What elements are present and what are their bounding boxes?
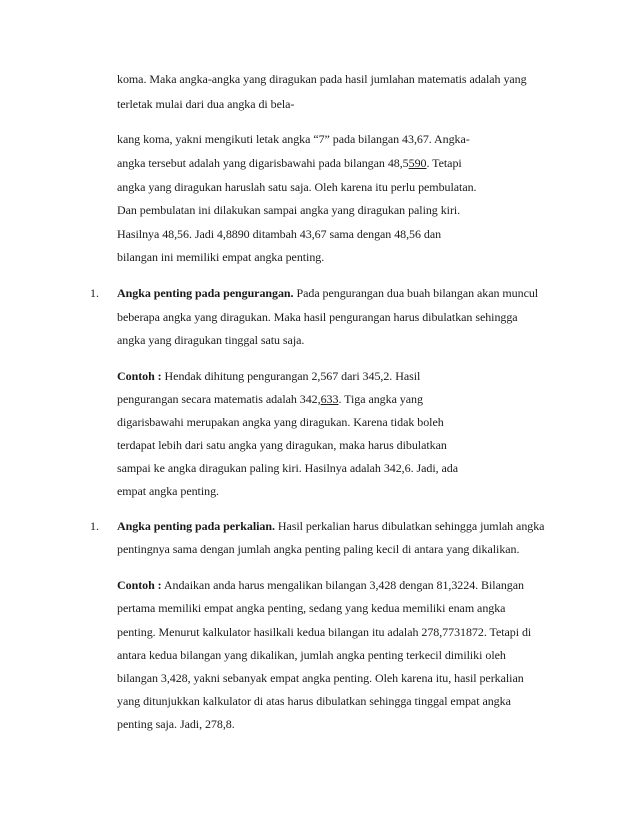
example-line: Contoh : Andaikan anda harus mengalikan bilangan 3,428 dengan 81,3224. Bilangan [117,578,524,592]
paragraph-line: Hasilnya 48,56. Jadi 4,8890 ditambah 43,67 sama dengan 48,56 dan [117,227,442,241]
list-number: 1. [90,286,99,300]
paragraph-line: koma. Maka angka-angka yang diragukan pada hasil jumlahan matematis adalah yang [117,72,527,86]
list-item-line: beberapa angka yang diragukan. Maka hasil pengurangan harus dibulatkan sehingga [117,310,518,324]
paragraph-line: kang koma, yakni mengikuti letak angka “7” pada bilangan 43,67. Angka- [117,132,470,146]
example-line: penting. Menurut kalkulator hasilkali kedua bilangan itu adalah 278,7731872. Tetapi di [117,625,532,639]
example-line: penting saja. Jadi, 278,8. [117,717,235,731]
example-line: pengurangan secara matematis adalah 342,633. Tiga angka yang [117,392,423,406]
list-number: 1. [90,519,99,533]
underlined-digits: 590 [408,156,427,170]
example-line: terdapat lebih dari satu angka yang diragukan, maka harus dibulatkan [117,438,447,452]
example-line: sampai ke angka diragukan paling kiri. Hasilnya adalah 342,6. Jadi, ada [117,461,459,475]
underlined-digits: 633 [320,392,339,406]
list-item-line: angka yang diragukan tinggal satu saja. [117,333,305,347]
example-label: Contoh : [117,578,162,592]
example-line: yang ditunjukkan kalkulator di atas harus dibulatkan sehingga tinggal empat angka [117,694,511,708]
paragraph-line: Dan pembulatan ini dilakukan sampai angka yang diragukan paling kiri. [117,203,461,217]
list-item-line: Angka penting pada perkalian. Hasil perkalian harus dibulatkan sehingga jumlah angka [117,519,545,533]
example-line: Contoh : Hendak dihitung pengurangan 2,567 dari 345,2. Hasil [117,369,421,383]
example-line: digarisbawahi merupakan angka yang diragukan. Karena tidak boleh [117,415,444,429]
item-title: Angka penting pada perkalian. [117,519,275,533]
list-item-line: Angka penting pada pengurangan. Pada pengurangan dua buah bilangan akan muncul [117,286,539,300]
paragraph-line: angka tersebut adalah yang digarisbawahi pada bilangan 48,5590. Tetapi [117,156,462,170]
paragraph-line: terletak mulai dari dua angka di bela- [117,97,295,111]
paragraph-line: angka yang diragukan haruslah satu saja. Oleh karena itu perlu pembulatan. [117,180,477,194]
paragraph-line: bilangan ini memiliki empat angka penting. [117,250,325,264]
example-line: empat angka penting. [117,484,219,498]
item-title: Angka penting pada pengurangan. [117,286,294,300]
example-line: antara kedua bilangan yang dikalikan, jumlah angka penting terkecil dimiliki oleh [117,648,506,662]
example-label: Contoh : [117,369,162,383]
example-line: bilangan 3,428, yakni sebanyak empat angka penting. Oleh karena itu, hasil perkalian [117,671,524,685]
example-line: pertama memiliki empat angka penting, sedang yang kedua memiliki enam angka [117,601,506,615]
list-item-line: pentingnya sama dengan jumlah angka penting paling kecil di antara yang dikalikan. [117,542,520,556]
